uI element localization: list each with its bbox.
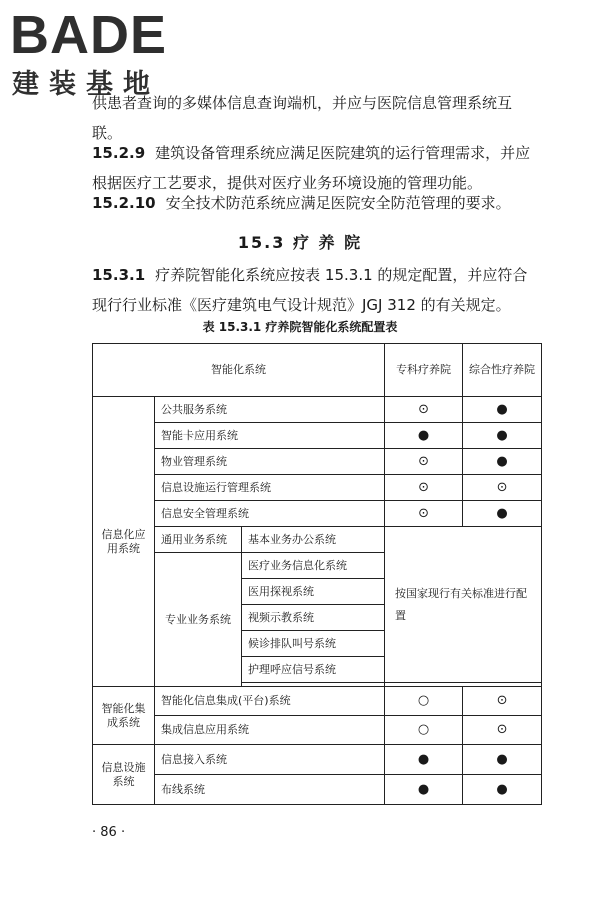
table-row (93, 687, 542, 716)
paragraph-text: 疗养院智能化系统应按表 15.3.1 的规定配置，并应符合现行行业标准《医疗建筑电气设计规范》JGJ 312 的有关规定。 (92, 266, 528, 314)
table-caption: 表 15.3.1 疗养院智能化系统配置表 (202, 320, 398, 334)
row-label: 集成信息应用系统 (155, 716, 385, 745)
mark-col1: ● (385, 775, 463, 805)
mark-col1: ○ (385, 687, 463, 716)
paragraph-text: 供患者查询的多媒体信息查询端机，并应与医院信息管理系统互联。 (92, 94, 513, 142)
mark-col2: ● (463, 449, 542, 475)
mark-col2: ● (463, 501, 542, 527)
special-business-item: 候诊排队叫号系统 (242, 631, 385, 657)
table-row (93, 501, 542, 527)
group-name: 信息设施系统 (93, 745, 155, 805)
mark-col2: ● (463, 423, 542, 449)
group-name: 信息化应用系统 (93, 397, 155, 687)
logo-subtitle: 建装基地 (12, 69, 160, 100)
header-system: 智能化系统 (93, 344, 385, 397)
table-row (93, 527, 542, 553)
table-row (93, 775, 542, 805)
mark-col2: ⊙ (463, 716, 542, 745)
table-row (93, 716, 542, 745)
row-label: 信息设施运行管理系统 (155, 475, 385, 501)
row-label: 物业管理系统 (155, 449, 385, 475)
mark-col1: ⊙ (385, 449, 463, 475)
clause-number: 15.2.10 (92, 194, 156, 212)
group-name: 智能化集成系统 (93, 687, 155, 745)
row-label: 智能化信息集成(平台)系统 (155, 687, 385, 716)
clause-number: 15.2.9 (92, 144, 146, 162)
mark-col1: ○ (385, 716, 463, 745)
table-row (93, 423, 542, 449)
general-business-label: 通用业务系统 (155, 527, 242, 553)
paragraph-text: 建筑设备管理系统应满足医院建筑的运行管理需求，并应根据医疗工艺要求，提供对医疗业务环境设施的管理功能。 (92, 144, 531, 192)
mark-col1: ● (385, 423, 463, 449)
mark-col2: ● (463, 397, 542, 423)
page-number: · 86 · (92, 825, 126, 840)
mark-col2: ● (463, 775, 542, 805)
logo-brand: BADE (10, 5, 168, 65)
special-business-item: 医疗业务信息化系统 (242, 553, 385, 579)
section-title: 15.3 疗 养 院 (237, 233, 363, 252)
mark-col1: ⊙ (385, 397, 463, 423)
paragraph-text: 安全技术防范系统应满足医院安全防范管理的要求。 (165, 194, 511, 212)
table-header-row (93, 344, 542, 397)
paragraph-15-2-10 (92, 188, 538, 218)
special-business-label: 专业业务系统 (155, 553, 242, 687)
mark-col1: ⊙ (385, 501, 463, 527)
row-label: 信息安全管理系统 (155, 501, 385, 527)
special-business-item: 视频示教系统 (242, 605, 385, 631)
header-col1: 专科疗养院 (385, 344, 463, 397)
special-business-item: 护理呼应信号系统 (242, 657, 385, 683)
row-label: 信息接入系统 (155, 745, 385, 775)
table-row (93, 397, 542, 423)
clause-number: 15.3.1 (92, 266, 146, 284)
business-note: 按国家现行有关标准进行配置 (385, 527, 542, 683)
mark-col2: ⊙ (463, 687, 542, 716)
mark-col2: ⊙ (463, 475, 542, 501)
table-row (93, 449, 542, 475)
header-col2: 综合性疗养院 (463, 344, 542, 397)
configuration-table (92, 343, 542, 805)
row-label: 布线系统 (155, 775, 385, 805)
mark-col1: ⊙ (385, 475, 463, 501)
paragraph-15-3-1 (92, 260, 538, 320)
watermark-logo (10, 5, 190, 100)
general-business-item: 基本业务办公系统 (242, 527, 385, 553)
row-label: 公共服务系统 (155, 397, 385, 423)
row-label: 智能卡应用系统 (155, 423, 385, 449)
table-row (93, 475, 542, 501)
table-row (93, 745, 542, 775)
mark-col2: ● (463, 745, 542, 775)
special-business-item: 医用探视系统 (242, 579, 385, 605)
mark-col1: ● (385, 745, 463, 775)
